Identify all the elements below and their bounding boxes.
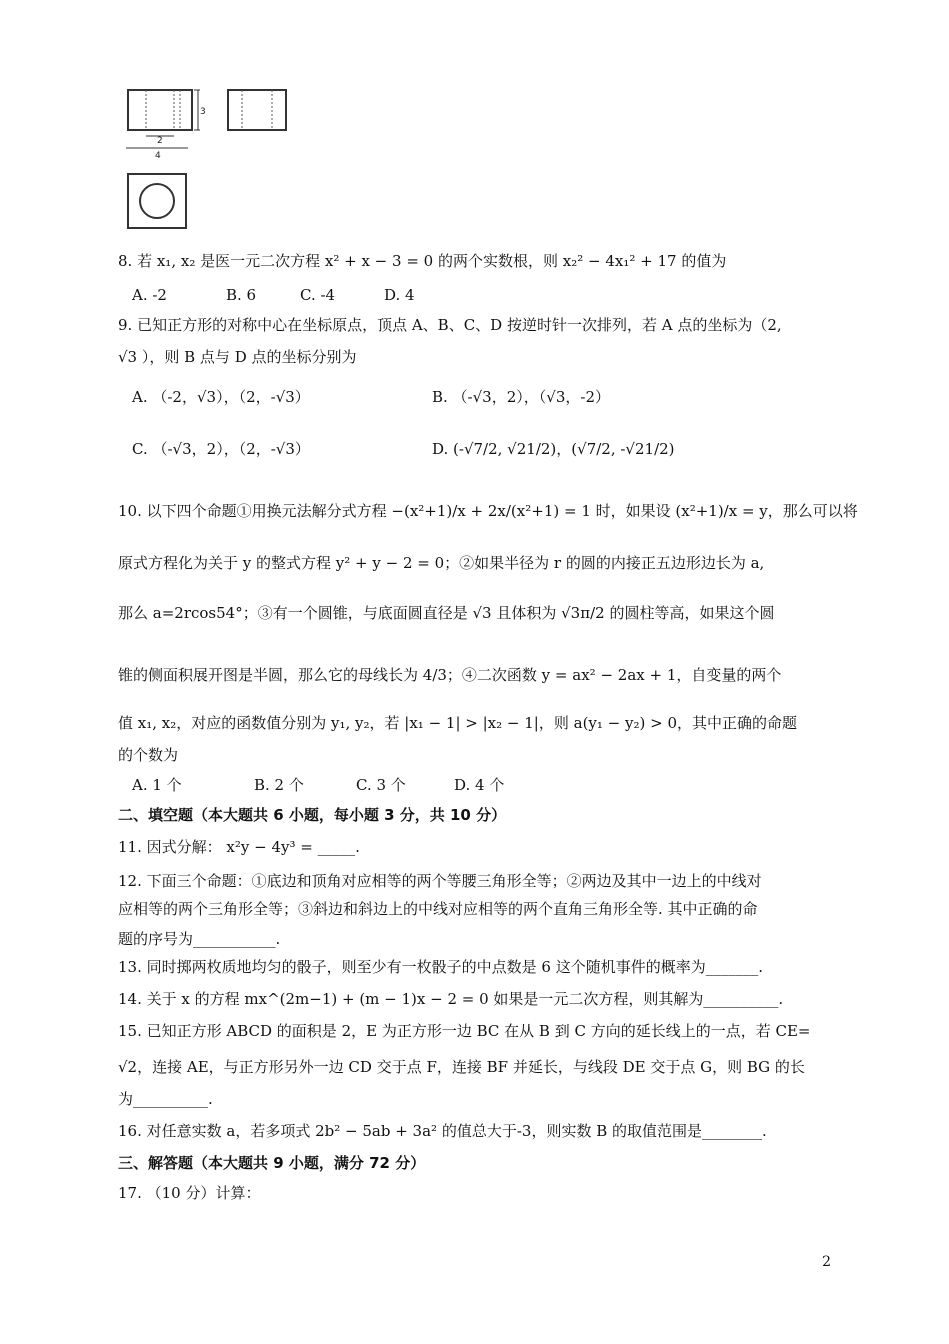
q10-line5: 值 x₁, x₂，对应的函数值分别为 y₁, y₂，若 |x₁ − 1| > |x₂ − 1|，则 a(y₁ − y₂) > 0，其中正确的命题 (118, 714, 798, 732)
q10-option-b: B. 2 个 (254, 776, 304, 794)
q9-option-c: C. （-√3，2），（2，-√3） (132, 440, 310, 458)
q8-option-a: A. -2 (132, 286, 167, 304)
q13: 13. 同时掷两枚质地均匀的骰子，则至少有一枚骰子的中点数是 6 这个随机事件的概率为_______. (118, 958, 763, 976)
front-view (128, 90, 192, 130)
q10-line1: 10. 以下四个命题①用换元法解分式方程 −(x²+1)/x + 2x/(x²+1) = 1 时，如果设 (x²+1)/x = y，那么可以将 (118, 502, 858, 520)
dim-inner-label: 2 (157, 136, 163, 146)
q12-line1: 12. 下面三个命题：①底边和顶角对应相等的两个等腰三角形全等；②两边及其中一边上的中线对 (118, 872, 762, 890)
q10-line3: 那么 a=2rcos54°；③有一个圆锥，与底面圆直径是 √3 且体积为 √3π/2 的圆柱等高，如果这个圆 (118, 604, 775, 622)
q9-line2: √3 ），则 B 点与 D 点的坐标分别为 (118, 348, 357, 366)
q8-option-b: B. 6 (226, 286, 257, 304)
dim-height-label: 3 (200, 107, 206, 117)
q15-line3: 为__________. (118, 1090, 213, 1108)
q9-option-d: D. (-√7/2, √21/2)，(√7/2, -√21/2) (432, 440, 675, 458)
q9-option-b: B. （-√3，2），（√3，-2） (432, 388, 610, 406)
top-view (128, 174, 186, 228)
q12-line2: 应相等的两个三角形全等；③斜边和斜边上的中线对应相等的两个直角三角形全等. 其中正确的命 (118, 900, 758, 918)
q9-line1: 9. 已知正方形的对称中心在坐标原点，顶点 A、B、C、D 按逆时针一次排列，若 A 点的坐标为（2, (118, 316, 782, 334)
q12-line3: 题的序号为___________. (118, 930, 281, 948)
q16: 16. 对任意实数 a，若多项式 2b² − 5ab + 3a² 的值总大于-3，则实数 B 的取值范围是________. (118, 1122, 767, 1140)
q10-option-d: D. 4 个 (454, 776, 505, 794)
q10-line2: 原式方程化为关于 y 的整式方程 y² + y − 2 = 0；②如果半径为 r 的圆的内接正五边形边长为 a, (118, 554, 765, 572)
side-view (228, 90, 286, 130)
q15-line2: √2，连接 AE，与正方形另外一边 CD 交于点 F，连接 BF 并延长，与线段 DE 交于点 G，则 BG 的长 (118, 1058, 805, 1076)
section-3-heading: 三、解答题（本大题共 9 小题，满分 72 分） (118, 1154, 426, 1172)
q15-line1: 15. 已知正方形 ABCD 的面积是 2，E 为正方形一边 BC 在从 B 到 C 方向的延长线上的一点，若 CE= (118, 1022, 811, 1040)
q8-stem: 8. 若 x₁, x₂ 是医一元二次方程 x² + x − 3 = 0 的两个实数根，则 x₂² − 4x₁² + 17 的值为 (118, 252, 727, 270)
page-number: 2 (822, 1254, 831, 1270)
q14: 14. 关于 x 的方程 mx^(2m−1) + (m − 1)x − 2 = 0 如果是一元二次方程，则其解为__________. (118, 990, 784, 1008)
q9-option-a: A. （-2，√3），（2，-√3） (132, 388, 310, 406)
section-2-heading: 二、填空题（本大题共 6 小题，每小题 3 分，共 10 分） (118, 806, 507, 824)
q10-option-a: A. 1 个 (132, 776, 182, 794)
q8-option-d: D. 4 (384, 286, 415, 304)
q10-line4: 锥的侧面积展开图是半圆，那么它的母线长为 4/3；④二次函数 y = ax² − 2ax + 1，自变量的两个 (118, 666, 782, 684)
q10-line6: 的个数为 (118, 746, 179, 764)
q17: 17. （10 分）计算： (118, 1184, 261, 1202)
q11: 11. 因式分解： x²y − 4y³ = _____. (118, 838, 360, 856)
dim-width-label: 4 (155, 151, 161, 161)
top-view-circle (140, 184, 174, 218)
q8-option-c: C. -4 (300, 286, 336, 304)
q10-option-c: C. 3 个 (356, 776, 406, 794)
three-view-figure (120, 86, 300, 236)
